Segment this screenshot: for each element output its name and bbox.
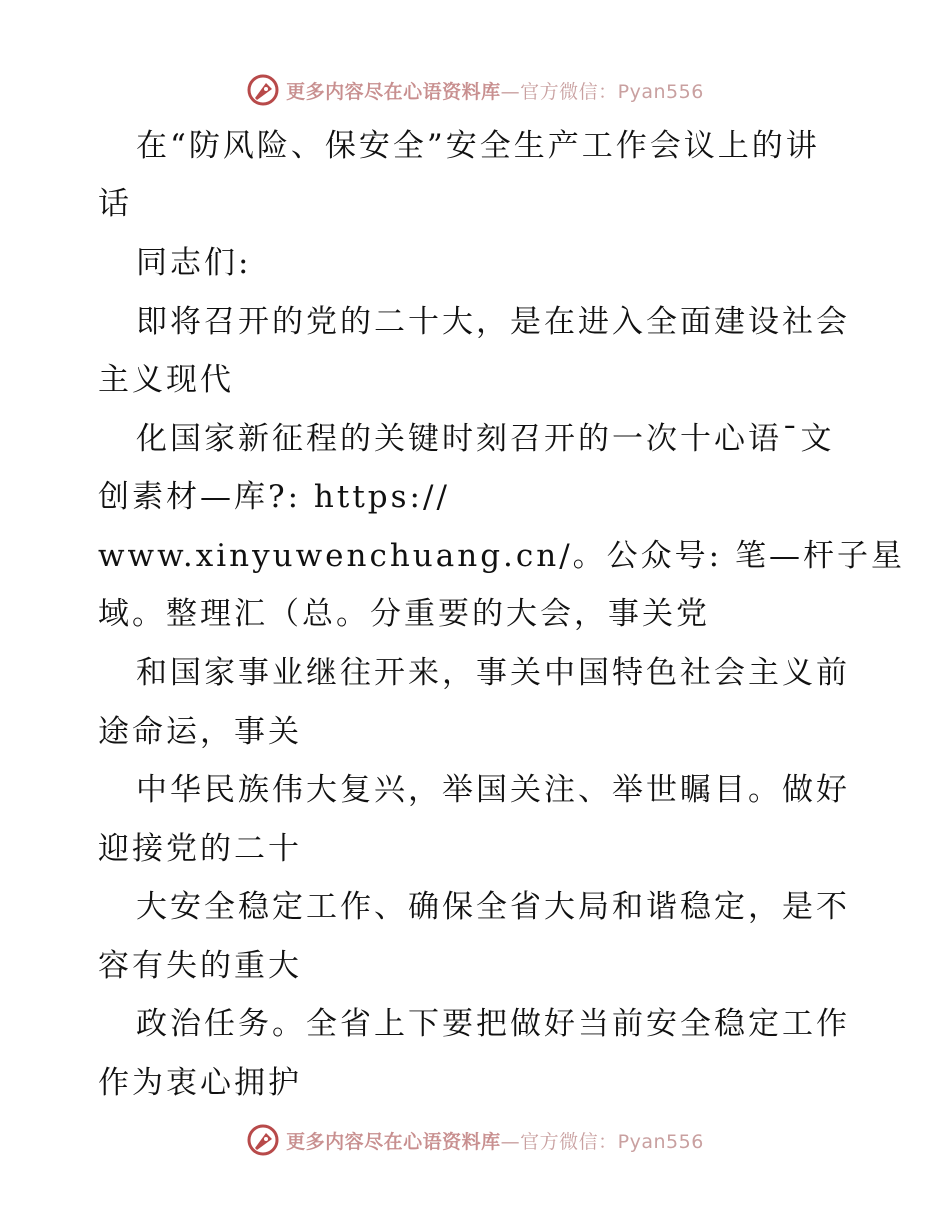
text-line: 主义现代 xyxy=(98,362,234,398)
title-line-2: 话 xyxy=(98,186,132,222)
text-line: 和国家事业继往开来，事关中国特色社会主义前 xyxy=(136,655,850,691)
text-line: www.xinyuwenchuang.cn/。公众号: 笔—杆子星 xyxy=(98,538,905,574)
footer-banner xyxy=(0,1120,950,1160)
text-line: 途命运，事关 xyxy=(98,714,302,750)
banner-wechat: —官方微信：Pyan556 xyxy=(500,1130,704,1153)
banner-text xyxy=(286,1127,704,1154)
text-line: 中华民族伟大复兴，举国关注、举世瞩目。做好 xyxy=(136,772,850,808)
text-line: 容有失的重大 xyxy=(98,948,302,984)
text-line: 政治任务。全省上下要把做好当前安全稳定工作 xyxy=(136,1006,850,1042)
text-line: 迎接党的二十 xyxy=(98,831,302,867)
pen-nib-icon xyxy=(246,1123,280,1157)
header-banner xyxy=(0,70,950,110)
text-line: 作为衷心拥护 xyxy=(98,1065,302,1101)
text-line: 化国家新征程的关键时刻召开的一次十心语ˉ文 xyxy=(136,421,835,457)
banner-text xyxy=(286,77,704,104)
text-line: 创素材—库?: https:// xyxy=(98,479,450,515)
pen-nib-icon xyxy=(246,73,280,107)
text-line: 大安全稳定工作、确保全省大局和谐稳定，是不 xyxy=(136,889,850,925)
banner-brand: 更多内容尽在心语资料库 xyxy=(286,1130,501,1153)
salutation: 同志们: xyxy=(136,245,252,281)
banner-brand: 更多内容尽在心语资料库 xyxy=(286,80,501,103)
title-line-1: 在“防风险、保安全”安全生产工作会议上的讲 xyxy=(136,128,820,164)
text-line: 即将召开的党的二十大，是在进入全面建设社会 xyxy=(136,304,850,340)
text-line: 域。整理汇（总。分重要的大会，事关党 xyxy=(98,596,710,632)
banner-wechat: —官方微信：Pyan556 xyxy=(500,80,704,103)
